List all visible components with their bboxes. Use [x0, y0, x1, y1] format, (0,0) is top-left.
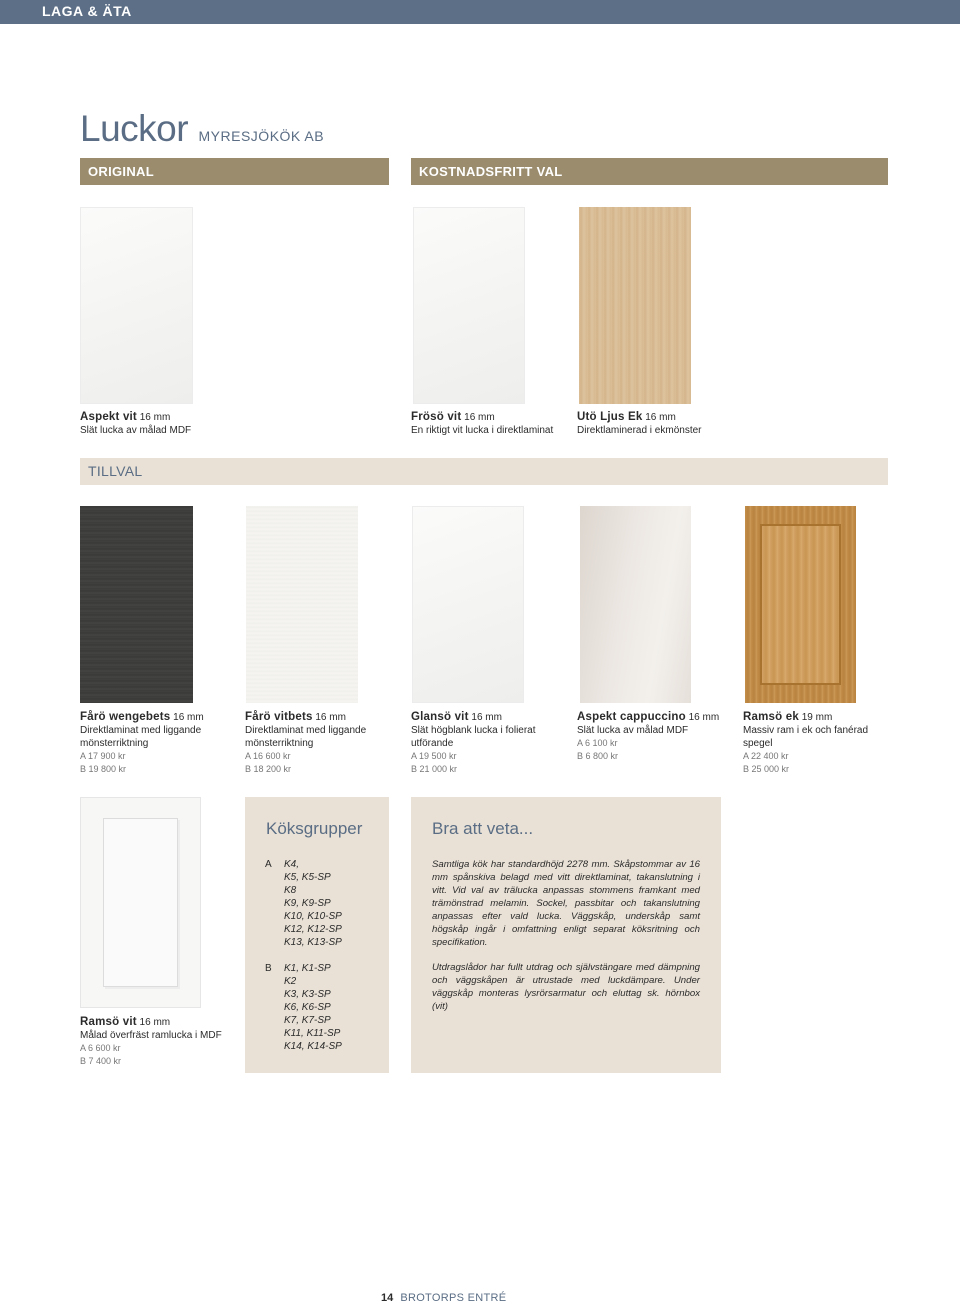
door-thickness: 16 mm	[645, 412, 676, 423]
door-image-aspekt-vit	[80, 207, 193, 404]
door-desc: Slät lucka av målad MDF	[577, 725, 689, 736]
door-caption-froso-vit	[411, 411, 576, 437]
page-footer	[381, 1292, 506, 1304]
page-title-main: Luckor	[80, 108, 189, 149]
door-panel	[762, 526, 839, 683]
door-thickness: 16 mm	[173, 712, 204, 723]
door-thickness: 16 mm	[464, 412, 495, 423]
section-free-choice: KOSTNADSFRITT VAL	[411, 158, 888, 185]
door-desc: Slät lucka av målad MDF	[80, 425, 192, 436]
group-letter: B	[265, 963, 272, 974]
page-number: 14	[381, 1292, 394, 1304]
section-label: LAGA & ÄTA	[42, 3, 132, 19]
section-header-bar	[0, 0, 960, 24]
door-panel	[104, 819, 177, 986]
group-letter: A	[265, 859, 272, 870]
section-options: TILLVAL	[80, 458, 888, 485]
kitchen-groups-heading: Köksgrupper	[266, 819, 363, 838]
door-name: Aspekt vit	[80, 411, 137, 423]
door-image-ramso-vit	[80, 797, 201, 1008]
door-caption-aspekt-vit	[80, 411, 280, 437]
price-b: B 18 200 kr	[245, 764, 292, 774]
door-desc: Direktlaminerad i ekmönster	[577, 425, 702, 436]
door-thickness: 16 mm	[471, 712, 502, 723]
door-name: Fårö vitbets	[245, 711, 313, 723]
door-desc: Målad överfräst ramlucka i MDF	[80, 1030, 222, 1041]
door-image-glanso-vit	[412, 506, 524, 703]
door-caption-aspekt-cappuccino	[577, 711, 737, 763]
door-image-faro-wengebets	[80, 506, 193, 703]
price-a: A 6 600 kr	[80, 1043, 121, 1053]
door-desc: Slät högblank lucka i folierat utförande	[411, 725, 536, 749]
door-caption-faro-vitbets	[245, 711, 395, 776]
door-image-ramso-ek	[745, 506, 856, 703]
door-name: Utö Ljus Ek	[577, 411, 643, 423]
door-thickness: 16 mm	[139, 1017, 171, 1028]
door-caption-uto-ljus-ek	[577, 411, 757, 437]
price-b: B 21 000 kr	[411, 764, 458, 774]
door-image-froso-vit	[413, 207, 525, 404]
door-caption-faro-wengebets	[80, 711, 230, 776]
door-name: Frösö vit	[411, 411, 462, 423]
door-name: Ramsö ek	[743, 711, 799, 723]
section-original: ORIGINAL	[80, 158, 389, 185]
door-thickness: 19 mm	[801, 712, 833, 723]
door-name: Fårö wengebets	[80, 711, 171, 723]
price-b: B 25 000 kr	[743, 764, 790, 774]
door-thickness: 16 mm	[315, 712, 346, 723]
group-list: K4, K5, K5-SP K8 K9, K9-SP K10, K10-SP K12, K12-SP K13, K13-SP	[284, 859, 342, 948]
door-desc: Massiv ram i ek och fanérad spegel	[743, 725, 869, 749]
kitchen-group-b	[265, 962, 385, 1062]
page-title	[80, 108, 324, 150]
door-name: Glansö vit	[411, 711, 469, 723]
good-to-know-paragraph: Samtliga kök har standardhöjd 2278 mm. Skåpstommar av 16 mm spånskiva belagd med vitt direktlaminat, takanslutning i vitt. Vid val av trälucka anpassas stommens framkant med trämönstrad melamin. Sockel, passbitar och takanslutning anpassas efter vald lucka. Väggskåp, underskåp samt högskåp ingår i omfattning enligt separat köksritning och specifikation.	[432, 859, 700, 948]
price-b: B 7 400 kr	[80, 1056, 122, 1066]
footer-brand: BROTORPS ENTRÉ	[400, 1292, 507, 1304]
door-image-faro-vitbets	[246, 506, 358, 703]
price-a: A 16 600 kr	[245, 751, 291, 761]
kitchen-group-a	[265, 858, 385, 958]
price-a: A 22 400 kr	[743, 751, 789, 761]
door-name: Ramsö vit	[80, 1016, 137, 1028]
price-a: A 19 500 kr	[411, 751, 457, 761]
good-to-know-heading: Bra att veta...	[432, 819, 534, 838]
door-image-uto-ljus-ek	[579, 207, 691, 404]
door-image-aspekt-cappuccino	[580, 506, 691, 703]
door-caption-ramso-vit	[80, 1016, 240, 1068]
kitchen-groups-box	[245, 797, 389, 1073]
door-caption-glanso-vit	[411, 711, 561, 776]
door-desc: Direktlaminat med liggande mönsterriktning	[80, 725, 202, 749]
good-to-know-box	[411, 797, 721, 1073]
price-b: B 19 800 kr	[80, 764, 127, 774]
door-thickness: 16 mm	[688, 712, 720, 723]
good-to-know-text	[432, 858, 700, 1025]
good-to-know-paragraph: Utdragslådor har fullt utdrag och självstängare med dämpning och väggskåpen är utrustade med luckdämpare. Under väggskåp monteras lysrörsarmatur och eluttag sk. hörnbox (vit)	[432, 962, 700, 1012]
page-title-manufacturer: MYRESJÖKÖK AB	[198, 128, 325, 144]
price-a: A 17 900 kr	[80, 751, 126, 761]
door-desc: En riktigt vit lucka i direktlaminat	[411, 425, 554, 436]
door-thickness: 16 mm	[139, 412, 171, 423]
door-desc: Direktlaminat med liggande mönsterriktning	[245, 725, 367, 749]
group-list: K1, K1-SP K2 K3, K3-SP K6, K6-SP K7, K7-SP K11, K11-SP K14, K14-SP	[284, 963, 342, 1052]
price-b: B 6 800 kr	[577, 751, 619, 761]
price-a: A 6 100 kr	[577, 738, 618, 748]
door-caption-ramso-ek	[743, 711, 888, 776]
door-name: Aspekt cappuccino	[577, 711, 686, 723]
